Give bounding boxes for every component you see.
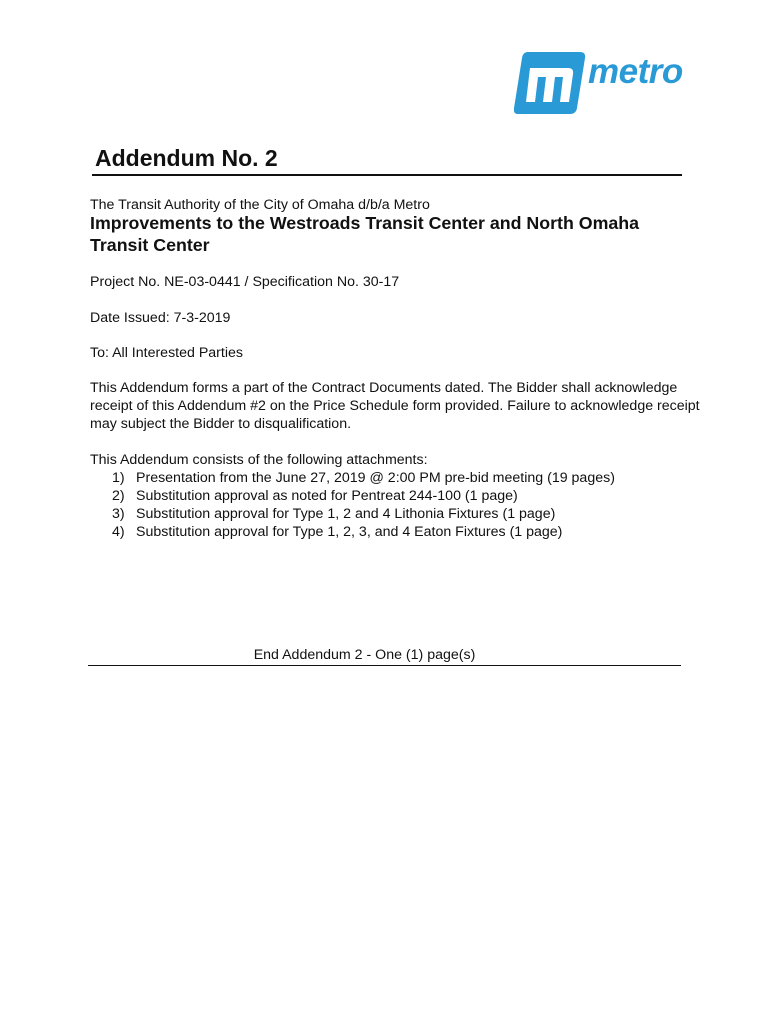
- acknowledgement-paragraph: This Addendum forms a part of the Contract Documents dated. The Bidder shall acknowledge receipt of this Addendum #2 on the Price Schedule form provided. Failure to acknowledge receipt may subject the Bidder to disqualification.: [90, 380, 700, 432]
- project-number: Project No. NE-03-0441 / Specification No. 30-17: [90, 274, 400, 290]
- date-issued: Date Issued: 7-3-2019: [90, 310, 231, 326]
- metro-m-icon: [514, 46, 586, 118]
- list-item-number: 3): [112, 506, 125, 522]
- page-title: Addendum No. 2: [95, 145, 278, 171]
- attachments-intro: This Addendum consists of the following attachments:: [90, 452, 428, 468]
- list-item-text: Substitution approval for Type 1, 2, 3, and 4 Eaton Fixtures (1 page): [136, 524, 563, 540]
- list-item-text: Substitution approval as noted for Pentreat 244-100 (1 page): [136, 488, 518, 504]
- list-item-text: Substitution approval for Type 1, 2 and 4 Lithonia Fixtures (1 page): [136, 506, 556, 522]
- list-item: [112, 487, 615, 505]
- authority-line: The Transit Authority of the City of Omaha d/b/a Metro: [90, 197, 430, 213]
- list-item-number: 1): [112, 470, 125, 486]
- metro-logo: [514, 46, 696, 118]
- end-note: End Addendum 2 - One (1) page(s): [253, 647, 476, 663]
- list-item-number: 4): [112, 524, 125, 540]
- title-divider: [92, 174, 682, 176]
- list-item: [112, 505, 615, 523]
- recipients-line: To: All Interested Parties: [90, 345, 243, 361]
- list-item-text: Presentation from the June 27, 2019 @ 2:00 PM pre-bid meeting (19 pages): [136, 470, 615, 486]
- list-item: [112, 523, 615, 541]
- logo-wordmark: metro: [588, 52, 683, 91]
- attachments-list: [112, 469, 615, 541]
- list-item: [112, 469, 615, 487]
- end-note-line: [88, 646, 681, 666]
- project-name: Improvements to the Westroads Transit Center and North Omaha Transit Center: [90, 213, 640, 255]
- list-item-number: 2): [112, 488, 125, 504]
